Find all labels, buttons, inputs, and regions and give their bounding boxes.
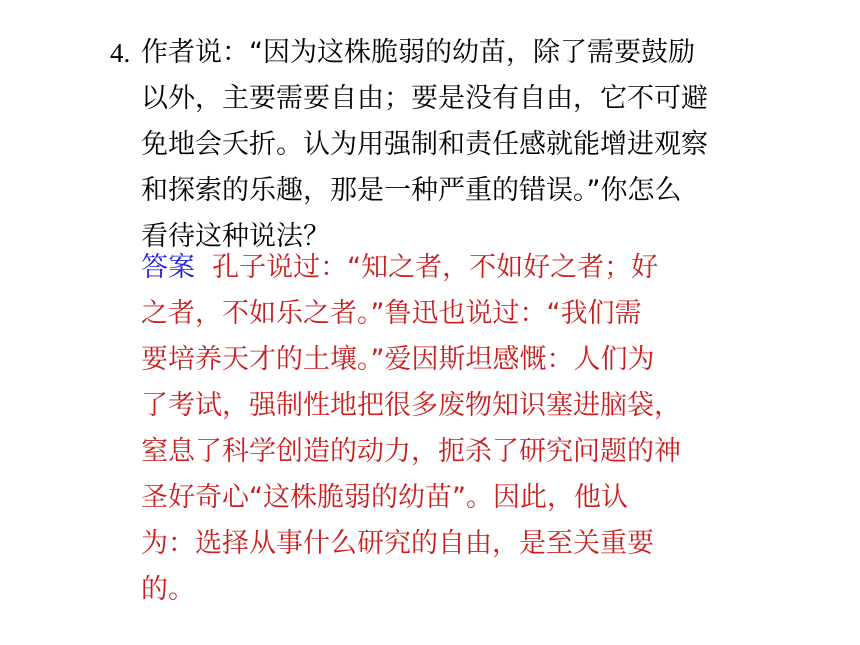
- answer-line: 窒息了科学创造的动力，扼杀了研究问题的神: [141, 436, 681, 467]
- answer-line: 为：选择从事什么研究的自由，是至关重要: [141, 528, 654, 559]
- answer-line: 了考试，强制性地把很多废物知识塞进脑袋，: [141, 390, 681, 421]
- answer-line: 圣好奇心“这株脆弱的幼苗”。因此，他认: [141, 482, 628, 513]
- answer-line: 之者，不如乐之者。”鲁迅也说过：“我们需: [141, 298, 642, 329]
- answer-first-line-text: [195, 252, 658, 283]
- question-number: 4.: [110, 38, 131, 68]
- answer-line: 要培养天才的土壤。”爱因斯坦感慨：人们为: [141, 344, 655, 375]
- question-text: [141, 30, 741, 260]
- question-line: 和探索的乐趣，那是一种严重的错误。”你怎么: [141, 175, 682, 206]
- question-line: 免地会夭折。认为用强制和责任感就能增进观察: [141, 129, 708, 160]
- answer-block: [141, 245, 741, 613]
- question-line: 看待这种说法？: [141, 221, 330, 252]
- answer-first-line-content: 孔子说过：“知之者，不如好之者；好: [212, 252, 659, 283]
- question-line: 作者说：“因为这株脆弱的幼苗，除了需要鼓励: [141, 37, 695, 68]
- answer-line: 的。: [141, 574, 195, 605]
- question-line: 以外，主要需要自由；要是没有自由，它不可避: [141, 83, 708, 114]
- answer-first-line: [141, 245, 741, 291]
- answer-label: 答案: [141, 252, 195, 283]
